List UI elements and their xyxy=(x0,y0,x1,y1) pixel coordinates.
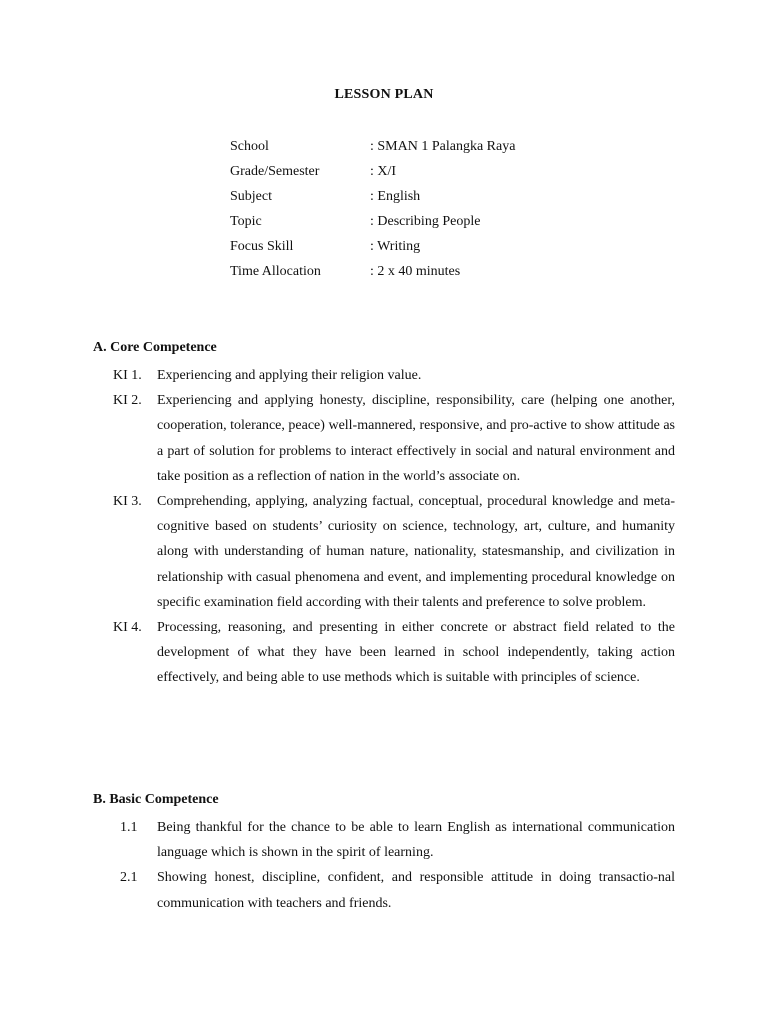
info-row-time-allocation xyxy=(230,262,690,287)
ki-item xyxy=(113,388,675,489)
info-value: : X/I xyxy=(370,164,397,179)
ki-item xyxy=(113,363,675,388)
section-heading: A. Core Competence xyxy=(93,340,217,355)
info-value: : Describing People xyxy=(370,214,481,229)
info-row-school xyxy=(230,137,690,162)
info-label: Topic xyxy=(230,214,262,229)
info-value: : Writing xyxy=(370,239,421,254)
info-label: Subject xyxy=(230,189,272,204)
bc-text: Showing honest, discipline, confident, and responsible attitude in doing transactio-nal communication with teachers and friends. xyxy=(157,870,675,911)
section-heading: B. Basic Competence xyxy=(93,792,219,807)
info-row-topic xyxy=(230,212,690,237)
bc-text: Being thankful for the chance to be able to learn English as international communication language which is shown in the spirit of learning. xyxy=(157,820,675,861)
lesson-info-table xyxy=(230,137,690,287)
info-value: : 2 x 40 minutes xyxy=(370,264,461,279)
ki-code: KI 2. xyxy=(113,393,142,409)
ki-text: Comprehending, applying, analyzing factual, conceptual, procedural knowledge and meta-cognitive based on students’ curiosity on science, technology, art, culture, and humanity along with understanding of human nature, nationality, statesmanship, and civilization in relationship with casual phenomena and event, and implementing procedural knowledge on specific examination field according with their talents and preference to solve problem. xyxy=(157,494,675,610)
bc-item xyxy=(120,815,675,865)
info-value: : SMAN 1 Palangka Raya xyxy=(370,139,516,154)
page-title: LESSON PLAN xyxy=(334,87,434,102)
ki-item xyxy=(113,489,675,615)
bc-number: 2.1 xyxy=(120,870,138,886)
ki-code: KI 4. xyxy=(113,620,142,636)
bc-number: 1.1 xyxy=(120,820,138,835)
info-row-grade xyxy=(230,162,690,187)
ki-item xyxy=(113,615,675,691)
basic-competence-section xyxy=(93,790,675,916)
core-competence-section xyxy=(93,338,675,691)
ki-code: KI 1. xyxy=(113,368,142,383)
info-row-focus-skill xyxy=(230,237,690,262)
bc-item xyxy=(120,865,675,915)
info-label: Focus Skill xyxy=(230,239,294,254)
info-label: Grade/Semester xyxy=(230,164,320,179)
info-row-subject xyxy=(230,187,690,212)
ki-text: Processing, reasoning, and presenting in either concrete or abstract field related to the development of what they have been learned in school independently, taking action effectively, and being able to use methods which is suitable with principles of science. xyxy=(157,620,675,686)
info-value: : English xyxy=(370,189,421,204)
info-label: Time Allocation xyxy=(230,264,321,279)
ki-code: KI 3. xyxy=(113,494,142,510)
info-label: School xyxy=(230,139,269,154)
ki-text: Experiencing and applying honesty, discipline, responsibility, care (helping one another, cooperation, tolerance, peace) well-mannered, responsive, and pro-active to show attitude as a part of solution for problems to interact effectively in social and natural environment and take position as a reflection of nation in the world’s associate on. xyxy=(157,393,675,484)
ki-text: Experiencing and applying their religion value. xyxy=(157,368,422,383)
